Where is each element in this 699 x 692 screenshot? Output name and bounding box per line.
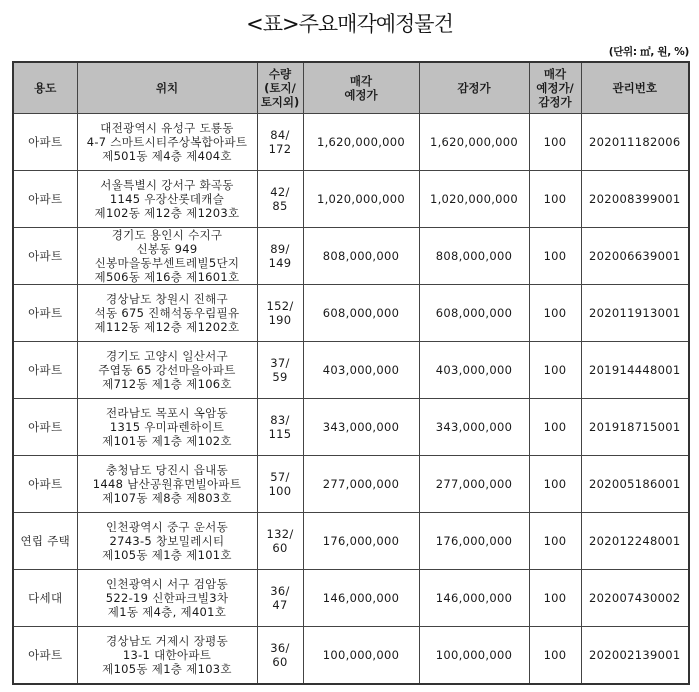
cell-mgmt-no: 202008399001: [581, 171, 689, 228]
location-line: 522-19 신한파크빌3차: [105, 591, 229, 605]
cell-ratio: 100: [529, 456, 581, 513]
header-sale-price-line: 예정가: [344, 88, 378, 102]
cell-location: [77, 285, 257, 342]
header-ratio: [529, 62, 581, 114]
table-row: [13, 285, 689, 342]
quantity-land: 57/: [270, 470, 290, 484]
header-quantity-line: (토지/: [264, 81, 296, 95]
cell-usage: 다세대: [13, 570, 77, 627]
header-sale-price: [303, 62, 419, 114]
quantity-other: 115: [268, 427, 292, 441]
location-line: 경상남도 창원시 진해구: [106, 292, 228, 306]
cell-location: [77, 342, 257, 399]
quantity-land: 84/: [270, 128, 290, 142]
location-line: 경기도 고양시 일산서구: [106, 349, 228, 363]
location-line: 서울특별시 강서구 화곡동: [100, 178, 234, 192]
table-row: [13, 570, 689, 627]
table-row: [13, 456, 689, 513]
cell-location: [77, 399, 257, 456]
quantity-other: 190: [268, 313, 292, 327]
cell-appraisal: 403,000,000: [419, 342, 529, 399]
cell-mgmt-no: 201918715001: [581, 399, 689, 456]
sale-properties-table: [12, 61, 690, 685]
location-line: 신봉마을동부센트레빌5단지: [94, 256, 240, 270]
cell-ratio: 100: [529, 228, 581, 285]
cell-mgmt-no: 202011913001: [581, 285, 689, 342]
location-line: 주엽동 65 강선마을아파트: [98, 363, 236, 377]
cell-quantity: [257, 342, 303, 399]
header-quantity-line: 토지외): [260, 95, 300, 109]
cell-ratio: 100: [529, 627, 581, 685]
cell-mgmt-no: 202002139001: [581, 627, 689, 685]
quantity-land: 36/: [270, 584, 290, 598]
cell-sale-price: 100,000,000: [303, 627, 419, 685]
cell-quantity: [257, 456, 303, 513]
quantity-land: 89/: [270, 242, 290, 256]
cell-mgmt-no: 201914448001: [581, 342, 689, 399]
cell-usage: 아파트: [13, 228, 77, 285]
location-line: 제501동 제4층 제404호: [102, 149, 232, 163]
cell-quantity: [257, 171, 303, 228]
cell-appraisal: 1,620,000,000: [419, 114, 529, 171]
cell-sale-price: 608,000,000: [303, 285, 419, 342]
cell-location: [77, 456, 257, 513]
cell-sale-price: 343,000,000: [303, 399, 419, 456]
header-ratio-line: 매각: [543, 67, 567, 81]
location-line: 제105동 제1층 제103호: [102, 662, 232, 676]
cell-sale-price: 1,620,000,000: [303, 114, 419, 171]
header-quantity-line: 수량: [268, 67, 292, 81]
cell-mgmt-no: 202006639001: [581, 228, 689, 285]
page-title: <표>주요매각예정물건: [246, 12, 453, 36]
cell-sale-price: 403,000,000: [303, 342, 419, 399]
quantity-land: 83/: [270, 413, 290, 427]
quantity-other: 149: [268, 256, 292, 270]
location-line: 신봉동 949: [136, 242, 198, 256]
cell-appraisal: 608,000,000: [419, 285, 529, 342]
cell-usage: 아파트: [13, 285, 77, 342]
cell-sale-price: 146,000,000: [303, 570, 419, 627]
quantity-land: 42/: [270, 185, 290, 199]
cell-quantity: [257, 285, 303, 342]
quantity-land: 152/: [266, 299, 294, 313]
location-line: 제102동 제12층 제1203호: [94, 206, 240, 220]
cell-ratio: 100: [529, 342, 581, 399]
location-line: 1448 남산공원휴먼빌아파트: [92, 477, 242, 491]
table-row: [13, 627, 689, 685]
quantity-other: 47: [272, 598, 288, 612]
cell-appraisal: 146,000,000: [419, 570, 529, 627]
cell-ratio: 100: [529, 285, 581, 342]
location-line: 제101동 제1층 제102호: [102, 434, 232, 448]
cell-sale-price: 277,000,000: [303, 456, 419, 513]
quantity-other: 60: [272, 655, 288, 669]
location-line: 13-1 대한아파트: [122, 648, 212, 662]
cell-sale-price: 1,020,000,000: [303, 171, 419, 228]
location-line: 제112동 제12층 제1202호: [94, 320, 240, 334]
location-line: 제506동 제16층 제1601호: [94, 270, 240, 284]
header-appraisal: 감정가: [419, 62, 529, 114]
cell-mgmt-no: 202007430002: [581, 570, 689, 627]
header-row: [13, 62, 689, 114]
quantity-other: 172: [268, 142, 292, 156]
header-ratio-line: 예정가/: [536, 81, 574, 95]
cell-usage: 아파트: [13, 399, 77, 456]
unit-label: (단위: ㎡, 원, %): [608, 46, 689, 58]
cell-sale-price: 808,000,000: [303, 228, 419, 285]
cell-quantity: [257, 228, 303, 285]
location-line: 제105동 제1층 제101호: [102, 548, 232, 562]
cell-appraisal: 808,000,000: [419, 228, 529, 285]
quantity-other: 100: [268, 484, 292, 498]
table-row: [13, 228, 689, 285]
quantity-land: 37/: [270, 356, 290, 370]
cell-usage: 아파트: [13, 171, 77, 228]
cell-quantity: [257, 627, 303, 685]
location-line: 제712동 제1층 제106호: [102, 377, 232, 391]
location-line: 1315 우미파렌하이트: [109, 420, 225, 434]
location-line: 2743-5 창보밀레시티: [109, 534, 225, 548]
location-line: 전라남도 목포시 옥암동: [106, 406, 228, 420]
location-line: 1145 우장산롯데캐슬: [109, 192, 225, 206]
cell-location: [77, 570, 257, 627]
table-row: [13, 114, 689, 171]
cell-appraisal: 1,020,000,000: [419, 171, 529, 228]
cell-mgmt-no: 202012248001: [581, 513, 689, 570]
cell-location: [77, 171, 257, 228]
cell-appraisal: 277,000,000: [419, 456, 529, 513]
cell-ratio: 100: [529, 570, 581, 627]
cell-appraisal: 100,000,000: [419, 627, 529, 685]
cell-ratio: 100: [529, 114, 581, 171]
table-row: [13, 342, 689, 399]
cell-quantity: [257, 513, 303, 570]
cell-usage: 아파트: [13, 342, 77, 399]
quantity-other: 60: [272, 541, 288, 555]
header-quantity: [257, 62, 303, 114]
cell-location: [77, 627, 257, 685]
quantity-other: 85: [272, 199, 288, 213]
location-line: 제1동 제4층, 제401호: [107, 605, 227, 619]
location-line: 인천광역시 서구 검암동: [106, 577, 228, 591]
cell-location: [77, 114, 257, 171]
cell-sale-price: 176,000,000: [303, 513, 419, 570]
cell-usage: 아파트: [13, 114, 77, 171]
table-row: [13, 171, 689, 228]
cell-ratio: 100: [529, 171, 581, 228]
table-row: [13, 399, 689, 456]
header-sale-price-line: 매각: [349, 74, 373, 88]
header-mgmt-no: 관리번호: [581, 62, 689, 114]
cell-quantity: [257, 399, 303, 456]
location-line: 경기도 용인시 수지구: [111, 228, 223, 242]
location-line: 석동 675 진해석동우림필유: [94, 306, 240, 320]
cell-quantity: [257, 114, 303, 171]
location-line: 대전광역시 유성구 도룡동: [100, 121, 234, 135]
cell-appraisal: 343,000,000: [419, 399, 529, 456]
location-line: 제107동 제8층 제803호: [102, 491, 232, 505]
location-line: 경상남도 거제시 장평동: [106, 634, 228, 648]
cell-appraisal: 176,000,000: [419, 513, 529, 570]
header-ratio-line: 감정가: [538, 95, 572, 109]
cell-location: [77, 228, 257, 285]
location-line: 4-7 스마트시티주상복합아파트: [86, 135, 248, 149]
table-row: [13, 513, 689, 570]
cell-location: [77, 513, 257, 570]
location-line: 충청남도 당진시 읍내동: [106, 463, 228, 477]
cell-mgmt-no: 202005186001: [581, 456, 689, 513]
cell-ratio: 100: [529, 399, 581, 456]
quantity-other: 59: [272, 370, 288, 384]
quantity-land: 132/: [266, 527, 294, 541]
header-usage: 용도: [13, 62, 77, 114]
cell-usage: 연립 주택: [13, 513, 77, 570]
header-location: 위치: [77, 62, 257, 114]
cell-usage: 아파트: [13, 627, 77, 685]
cell-quantity: [257, 570, 303, 627]
cell-mgmt-no: 202011182006: [581, 114, 689, 171]
quantity-land: 36/: [270, 641, 290, 655]
cell-usage: 아파트: [13, 456, 77, 513]
location-line: 인천광역시 중구 운서동: [106, 520, 228, 534]
cell-ratio: 100: [529, 513, 581, 570]
